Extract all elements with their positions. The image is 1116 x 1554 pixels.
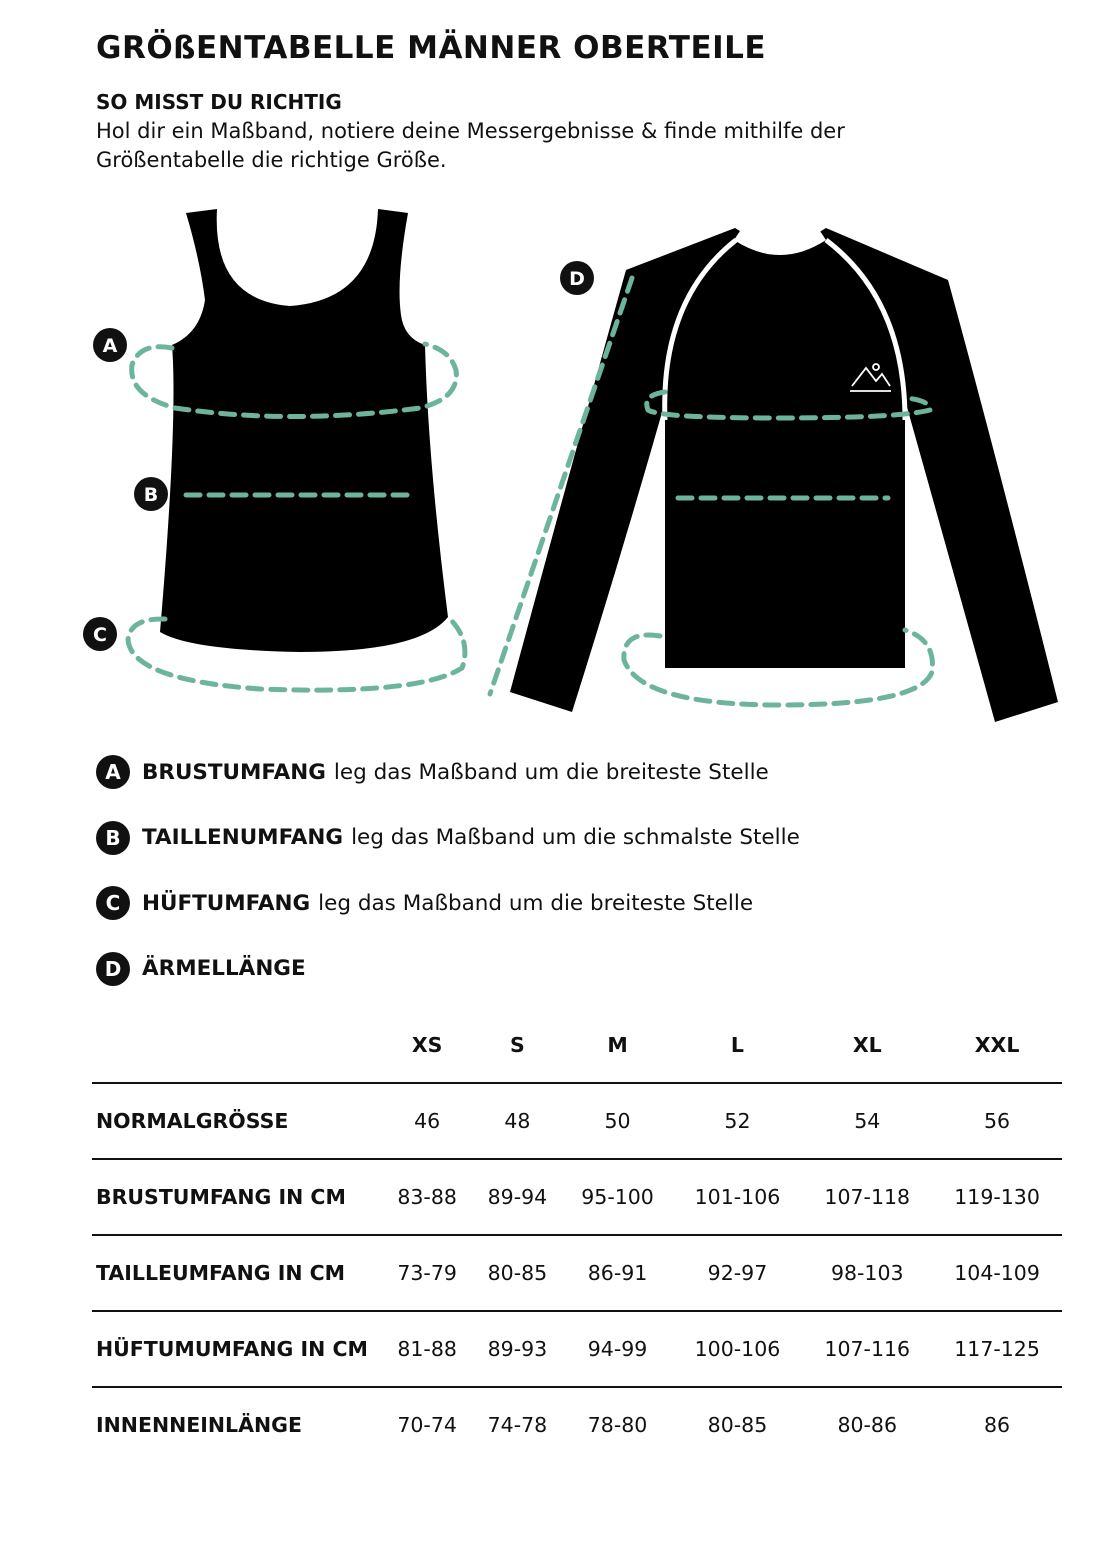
legend-term: ÄRMELLÄNGE — [142, 956, 306, 981]
table-cell: 81-88 — [397, 1337, 457, 1361]
size-header-row — [92, 1008, 1062, 1083]
size-header-cell: XXL — [974, 1033, 1020, 1057]
table-cell: 94-99 — [587, 1337, 648, 1361]
table-cell: 107-116 — [824, 1337, 911, 1361]
table-cell: 78-80 — [587, 1413, 648, 1437]
legend-description: leg das Maßband um die breiteste Stelle — [333, 759, 769, 785]
table-cell: 48 — [504, 1109, 531, 1133]
long-sleeve-illustration — [510, 228, 1058, 722]
badge-b-label: B — [143, 484, 159, 506]
measurement-legend — [96, 752, 800, 1014]
legend-item-hip — [96, 883, 800, 923]
figure-badge-b — [134, 477, 168, 511]
row-label: BRUSTUMFANG IN CM — [96, 1185, 346, 1209]
legend-item-chest — [96, 752, 800, 792]
table-cell: 117-125 — [954, 1337, 1040, 1361]
table-cell: 70-74 — [397, 1413, 457, 1437]
row-label: NORMALGRÖSSE — [96, 1109, 289, 1133]
table-cell: 50 — [604, 1109, 631, 1133]
size-header-cell: M — [607, 1033, 628, 1057]
row-label: INNENNEINLÄNGE — [96, 1413, 302, 1437]
legend-badge-d: D — [96, 952, 130, 986]
table-cell: 101-106 — [694, 1185, 781, 1209]
table-cell: 89-94 — [487, 1185, 548, 1209]
legend-term: BRUSTUMFANG — [142, 759, 326, 785]
table-cell: 86 — [984, 1413, 1011, 1437]
table-cell: 89-93 — [487, 1337, 548, 1361]
row-label: TAILLEUMFANG IN CM — [96, 1261, 346, 1285]
table-cell: 73-79 — [397, 1261, 457, 1285]
legend-description: leg das Maßband um die schmalste Stelle — [351, 825, 800, 850]
table-cell: 119-130 — [954, 1185, 1040, 1209]
table-cell: 104-109 — [954, 1261, 1040, 1285]
table-cell: 80-86 — [837, 1413, 898, 1437]
size-header-cell: XS — [411, 1033, 443, 1057]
header-corner — [92, 1008, 382, 1083]
table-cell: 98-103 — [830, 1261, 904, 1285]
table-cell: 52 — [724, 1109, 751, 1133]
measurement-figure — [0, 190, 1116, 740]
size-header-cell: XL — [852, 1033, 882, 1057]
table-cell: 107-118 — [824, 1185, 911, 1209]
badge-a-label: A — [102, 335, 118, 357]
table-row — [92, 1311, 1062, 1387]
figure-badge-c — [83, 617, 117, 651]
table-cell: 54 — [854, 1109, 881, 1133]
legend-term: TAILLENUMFANG — [142, 825, 344, 850]
table-cell: 83-88 — [397, 1185, 457, 1209]
size-header-cell: S — [510, 1033, 525, 1057]
table-cell: 80-85 — [707, 1413, 768, 1437]
size-table — [92, 1008, 1062, 1462]
table-row — [92, 1235, 1062, 1311]
legend-item-waist — [96, 818, 800, 858]
table-cell: 74-78 — [487, 1413, 548, 1437]
legend-badge-a: A — [96, 755, 130, 789]
legend-item-sleeve — [96, 949, 800, 989]
section-subtitle: SO MISST DU RICHTIG — [96, 90, 342, 114]
size-header-cell: L — [730, 1033, 744, 1057]
tank-top-illustration — [160, 209, 448, 652]
legend-badge-b: B — [96, 821, 130, 855]
legend-term: HÜFTUMFANG — [142, 890, 311, 916]
figure-badge-d — [560, 261, 594, 295]
table-row — [92, 1387, 1062, 1462]
legend-description: leg das Maßband um die breiteste Stelle — [318, 890, 754, 916]
intro-text: Hol dir ein Maßband, notiere deine Messergebnisse & finde mithilfe der Größentabelle die richtige Größe. — [96, 119, 845, 172]
table-cell: 56 — [984, 1109, 1011, 1133]
figure-badge-a — [93, 328, 127, 362]
table-cell: 100-106 — [694, 1337, 781, 1361]
row-label: HÜFTUMUMFANG IN CM — [96, 1337, 368, 1361]
table-row — [92, 1083, 1062, 1159]
page-title: GRÖßENTABELLE MÄNNER OBERTEILE — [96, 30, 767, 66]
table-cell: 46 — [414, 1109, 441, 1133]
table-cell: 95-100 — [581, 1185, 654, 1209]
badge-d-label: D — [569, 268, 585, 290]
badge-c-label: C — [93, 624, 107, 646]
legend-badge-c: C — [96, 886, 130, 920]
table-cell: 80-85 — [487, 1261, 548, 1285]
table-row — [92, 1159, 1062, 1235]
table-cell: 86-91 — [587, 1261, 648, 1285]
table-cell: 92-97 — [707, 1261, 768, 1285]
